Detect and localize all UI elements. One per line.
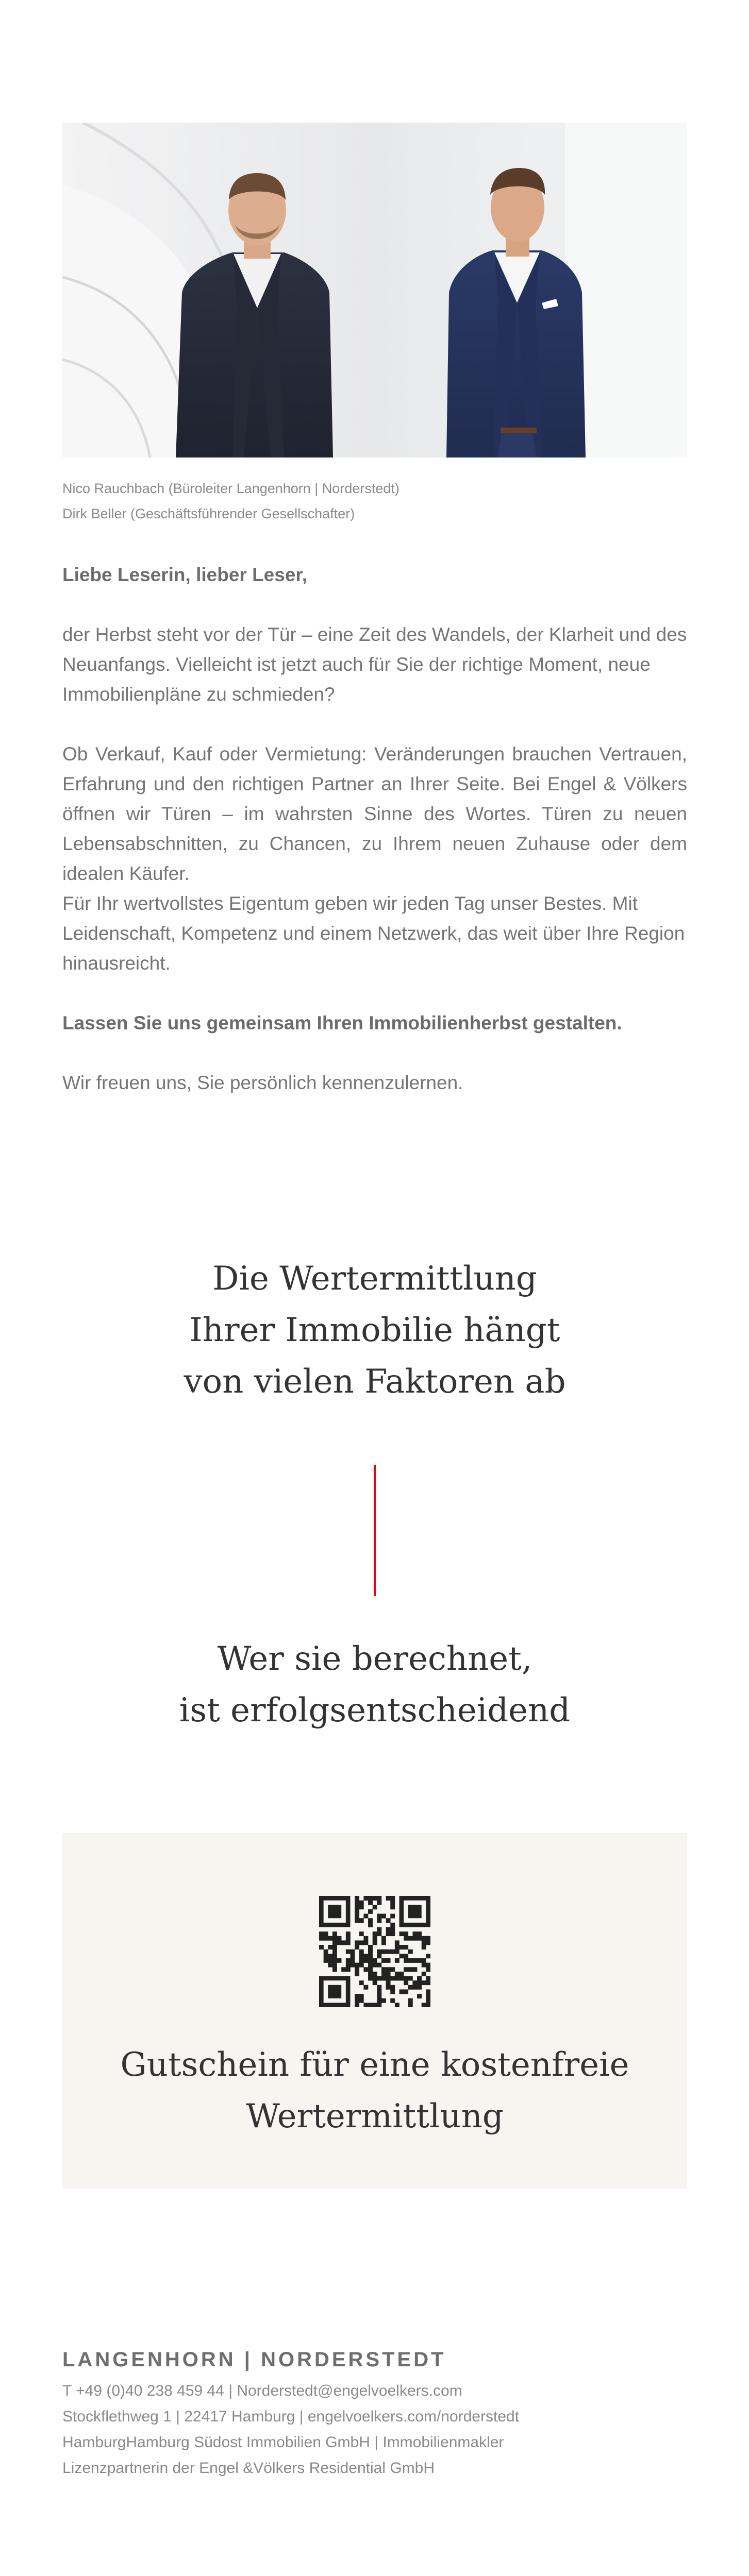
footer-company-line: HamburgHamburg Südost Immobilien GmbH | Immobilienmakler: [62, 2434, 504, 2451]
footer-office-title: LANGENHORN | NORDERSTEDT: [62, 2348, 446, 2371]
caption-line-dirk: Dirk Beller (Geschäftsführender Gesellschafter): [62, 506, 355, 521]
letter-paragraph-1: der Herbst steht vor der Tür – eine Zeit des Wandels, der Klarheit und des Neuanfangs. Vielleicht ist jetzt auch für Sie der richtige Moment, neue Immobilienpläne zu schmieden?: [62, 624, 687, 705]
caption-line-nico: Nico Rauchbach (Büroleiter Langenhorn | Norderstedt): [62, 481, 400, 496]
photo-caption: [62, 476, 687, 527]
voucher-title[interactable]: [62, 2039, 687, 2142]
letter-paragraph-2: Ob Verkauf, Kauf oder Vermietung: Veränderungen brauchen Vertrauen, Erfahrung und den richtigen Partner an Ihrer Seite. Bei Engel & Völkers öffnen wir Türen – im wahrsten Sinne des Wortes. Türen zu neuen Lebensabschnitten, zu Chancen, zu Ihrem neuen Zuhause oder dem idealen Käufer.: [62, 743, 687, 884]
letter-body: [62, 560, 687, 1128]
qr-code-icon[interactable]: [319, 1896, 430, 2007]
letter-salutation: Liebe Leserin, lieber Leser,: [62, 564, 308, 585]
valuation-heading: [62, 1253, 687, 1408]
voucher-box[interactable]: [62, 1833, 687, 2189]
team-photo: [62, 123, 687, 457]
valuation-heading-line-1: Die Wertermittlung: [212, 1260, 537, 1298]
footer-license-line: Lizenzpartnerin der Engel &Völkers Residential GmbH: [62, 2460, 435, 2477]
voucher-title-line-1: Gutschein für eine kostenfreie: [120, 2046, 629, 2084]
success-heading-line-1: Wer sie berechnet,: [217, 1640, 532, 1678]
footer: [62, 2344, 687, 2481]
success-heading-line-2: ist erfolgsentscheidend: [179, 1691, 571, 1730]
letter-paragraph-3: Für Ihr wertvollstes Eigentum geben wir jeden Tag unser Bestes. Mit Leidenschaft, Kompetenz und einem Netzwerk, das weit über Ihre Region hinausreicht.: [62, 893, 685, 974]
valuation-heading-line-3: von vielen Faktoren ab: [184, 1363, 566, 1401]
valuation-heading-line-2: Ihrer Immobilie hängt: [189, 1311, 560, 1349]
letter-call-to-action: Lassen Sie uns gemeinsam Ihren Immobilienherbst gestalten.: [62, 1012, 622, 1033]
success-heading: [62, 1633, 687, 1736]
red-divider-line: [374, 1465, 376, 1596]
voucher-title-line-2: Wertermittlung: [246, 2097, 504, 2136]
letter-closing: Wir freuen uns, Sie persönlich kennenzulernen.: [62, 1072, 463, 1093]
footer-contact-line[interactable]: T +49 (0)40 238 459 44 | Norderstedt@engelvoelkers.com: [62, 2382, 462, 2399]
footer-address-line[interactable]: Stockflethweg 1 | 22417 Hamburg | engelvoelkers.com/norderstedt: [62, 2408, 520, 2425]
